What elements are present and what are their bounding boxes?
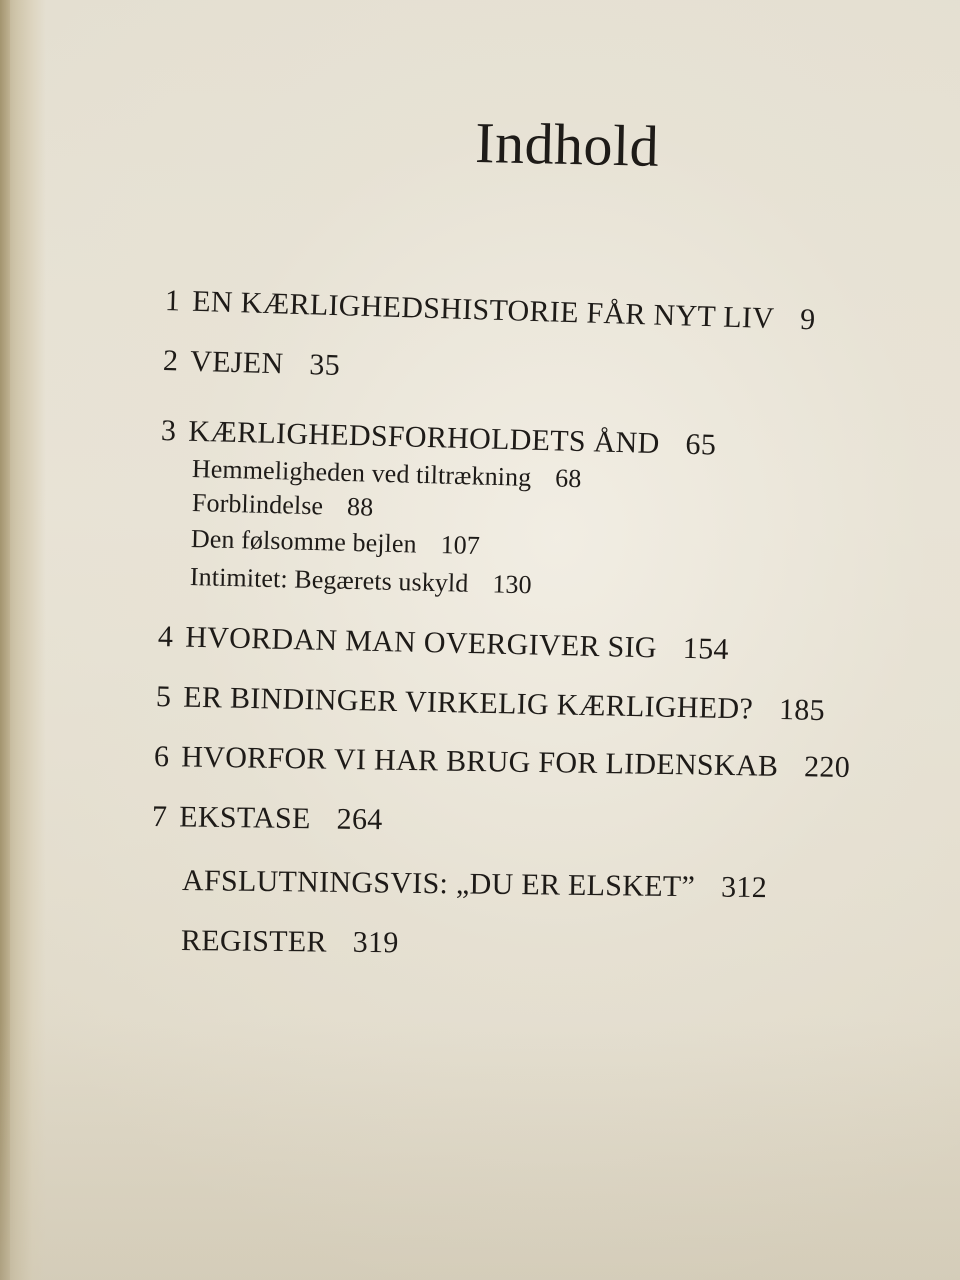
toc-section <box>190 562 532 600</box>
toc-chapter-4 <box>158 620 730 667</box>
chapter-title: EKSTASE <box>179 800 311 836</box>
chapter-number: 5 <box>155 680 172 714</box>
page-number: 9 <box>799 302 816 337</box>
toc-register <box>181 924 399 960</box>
toc-section <box>192 488 374 523</box>
toc-epilogue <box>182 864 767 905</box>
chapter-title: REGISTER <box>180 924 327 959</box>
chapter-number: 4 <box>157 620 174 654</box>
page-number: 264 <box>336 802 383 837</box>
section-title: Forblindelse <box>191 488 324 521</box>
page-number: 130 <box>492 569 533 600</box>
page-number: 68 <box>554 463 582 494</box>
chapter-number: 6 <box>153 740 170 774</box>
section-title: Intimitet: Begærets uskyld <box>189 562 469 598</box>
chapter-title: AFSLUTNINGSVIS: „DU ER ELSKET” <box>181 864 696 904</box>
page-number: 319 <box>352 925 399 960</box>
toc-section <box>192 454 582 494</box>
section-title: Den følsomme bejlen <box>190 524 418 559</box>
page-number: 220 <box>803 750 851 784</box>
page-title: Indhold <box>474 109 660 179</box>
chapter-number: 2 <box>162 344 179 378</box>
page-number: 154 <box>682 631 730 666</box>
chapter-title: HVORFOR VI HAR BRUG FOR LIDENSKAB <box>181 740 779 783</box>
chapter-number: 7 <box>151 800 168 834</box>
chapter-number: 3 <box>160 414 177 448</box>
toc-chapter-2 <box>163 344 341 383</box>
page-number: 107 <box>440 530 481 561</box>
page-number: 35 <box>308 348 341 382</box>
section-title: Hemmeligheden ved tiltrækning <box>191 454 532 492</box>
toc-chapter-6 <box>154 740 851 785</box>
page-number: 185 <box>778 693 826 728</box>
toc-section <box>191 524 481 561</box>
chapter-title: VEJEN <box>189 344 284 381</box>
toc-chapter-5 <box>156 680 826 728</box>
page-number: 88 <box>346 492 374 522</box>
toc-chapter-7 <box>152 800 383 837</box>
toc-chapter-1 <box>164 284 815 337</box>
page-number: 65 <box>685 427 717 462</box>
page-number: 312 <box>720 870 768 905</box>
chapter-title: EN KÆRLIGHEDSHISTORIE FÅR NYT LIV <box>191 284 775 336</box>
chapter-title: HVORDAN MAN OVERGIVER SIG <box>184 620 658 665</box>
chapter-title: KÆRLIGHEDSFORHOLDETS ÅND <box>187 414 660 461</box>
chapter-number: 1 <box>164 284 181 318</box>
chapter-title: ER BINDINGER VIRKELIG KÆRLIGHED? <box>182 680 754 726</box>
